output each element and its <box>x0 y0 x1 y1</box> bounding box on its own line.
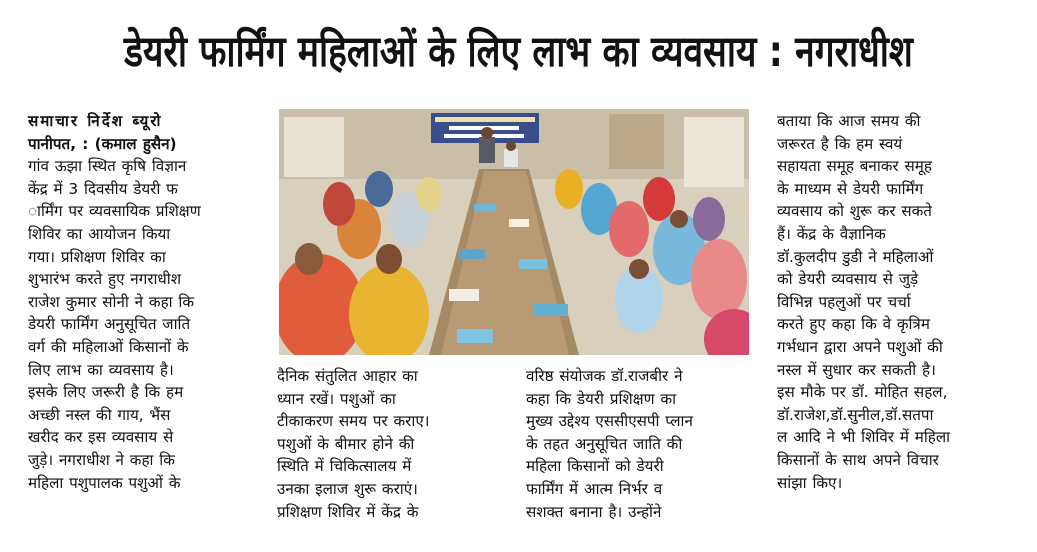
headline: डेयरी फार्मिंग महिलाओं के लिए लाभ का व्यवसाय : नगराधीश <box>124 27 913 77</box>
text-line: बताया कि आज समय की <box>777 112 921 130</box>
text-line: महिला किसानों को डेयरी <box>526 457 664 476</box>
text-line: पशुओं के बीमार होने की <box>277 434 415 453</box>
text-line: फार्मिंग में आत्म निर्भर व <box>526 479 663 498</box>
text-line: डॉ.कुलदीप डुडी ने महिलाओं <box>777 247 934 266</box>
text-line: किसानों के साथ अपने विचार <box>777 450 939 469</box>
text-line: करते हुए कहा कि वे कृत्रिम <box>777 315 930 334</box>
text-line: इसके लिए जरूरी है कि हम <box>28 383 184 402</box>
text-line: को डेयरी व्यवसाय से जुड़े <box>777 270 919 289</box>
text-line: शुभारंभ करते हुए नगराधीश <box>28 270 182 289</box>
text-line: टीकाकरण समय पर कराए। <box>277 412 430 431</box>
text-line: ध्यान रखें। पशुओं का <box>277 389 396 408</box>
text-line: वरिष्ठ संयोजक डॉ.राजबीर ने <box>526 367 683 385</box>
text-line: सहायता समूह बनाकर समूह <box>777 157 932 176</box>
text-line: महिला पशुपालक पशुओं के <box>28 473 181 492</box>
text-line: कहा कि डेयरी प्रशिक्षण का <box>526 389 677 408</box>
text-line: गया। प्रशिक्षण शिविर का <box>28 247 166 266</box>
article-column-3 <box>526 365 754 523</box>
byline-bureau: समाचार निर्देश ब्यूरो <box>28 112 163 130</box>
text-line: केंद्र में 3 दिवसीय डेयरी फ <box>28 179 178 198</box>
text-line: जरूरत है कि हम स्वयं <box>777 134 903 153</box>
text-line: ार्मिंग पर व्यवसायिक प्रशिक्षण <box>28 202 201 221</box>
article-column-1 <box>28 110 256 494</box>
article-column-4 <box>777 110 1007 494</box>
text-line: जुड़े। नगराधीश ने कहा कि <box>28 450 175 469</box>
text-line: प्रशिक्षण शिविर में केंद्र के <box>277 502 419 521</box>
text-line: नस्ल में सुधार कर सकती है। <box>777 360 936 379</box>
text-line: दैनिक संतुलित आहार का <box>277 367 418 385</box>
text-line: सांझा किए। <box>777 473 843 492</box>
photo-illustration <box>279 109 749 355</box>
text-line: हैं। केंद्र के वैज्ञानिक <box>777 224 886 243</box>
text-line: अच्छी नस्ल की गाय, भैंस <box>28 405 171 424</box>
text-line: लिए लाभ का व्यवसाय है। <box>28 360 174 379</box>
text-line: डेयरी फार्मिंग अनुसूचित जाति <box>28 315 191 334</box>
article-column-2 <box>277 365 502 523</box>
text-line: ल आदि ने भी शिविर में महिला <box>777 428 951 447</box>
text-line: इस मौके पर डॉ. मोहित सहल, <box>777 383 948 402</box>
text-line: के तहत अनुसूचित जाति की <box>526 434 683 453</box>
text-line: विभिन्न पहलुओं पर चर्चा <box>777 292 911 311</box>
text-line: के माध्यम से डेयरी फार्मिंग <box>777 179 924 198</box>
text-line: खरीद कर इस व्यवसाय से <box>28 428 174 447</box>
text-line: सशक्त बनाना है। उन्होंने <box>526 502 662 521</box>
text-line: व्यवसाय को शुरू कर सकते <box>777 202 932 221</box>
text-line: वर्ग की महिलाओं किसानों के <box>28 337 189 356</box>
text-line: गर्भधान द्वारा अपने पशुओं की <box>777 337 943 356</box>
text-line: डॉ.राजेश,डॉ.सुनील,डॉ.सतपा <box>777 405 934 424</box>
text-line: उनका इलाज शुरू कराएं। <box>277 479 418 498</box>
text-line: राजेश कुमार सोनी ने कहा कि <box>28 292 195 311</box>
text-line: गांव ऊझा स्थित कृषि विज्ञान <box>28 157 187 176</box>
training-camp-photo <box>279 109 749 355</box>
text-line: शिविर का आयोजन किया <box>28 224 171 243</box>
byline-place-author: पानीपत, : (कमाल हुसैन) <box>28 134 177 153</box>
text-line: मुख्य उद्देश्य एससीएसपी प्लान <box>526 412 693 431</box>
text-line: स्थिति में चिकित्सालय में <box>277 457 412 476</box>
